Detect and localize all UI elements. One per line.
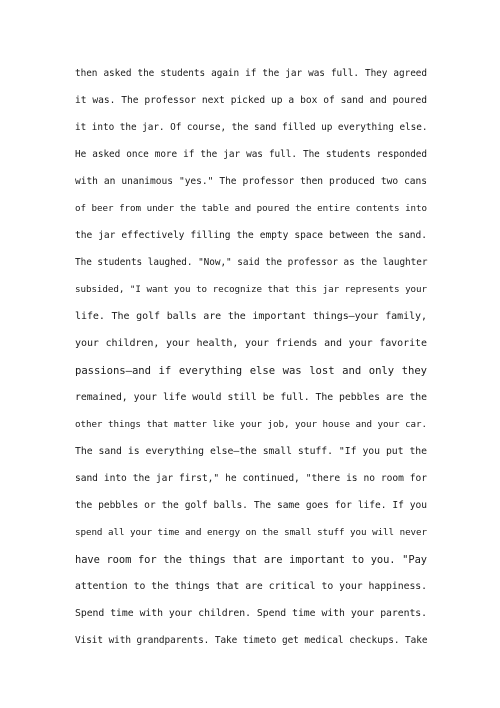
- text-line: then asked the students again if the jar was full. They agreed: [75, 68, 427, 79]
- body-text: [75, 64, 427, 658]
- text-line: with an unanimous "yes." The professor then produced two cans: [75, 176, 427, 187]
- text-line: passions—and if everything else was lost and only they: [75, 365, 427, 377]
- text-line: the jar effectively filling the empty space between the sand.: [75, 230, 427, 241]
- text-line: other things that matter like your job, your house and your car.: [75, 419, 427, 430]
- text-line: the pebbles or the golf balls. The same goes for life. If you: [75, 500, 427, 511]
- text-line: sand into the jar first," he continued, "there is no room for: [75, 473, 427, 484]
- text-line: spend all your time and energy on the small stuff you will never: [75, 527, 427, 538]
- text-line: your children, your health, your friends and your favorite: [75, 338, 427, 349]
- text-line: subsided, "I want you to recognize that this jar represents your: [75, 284, 427, 295]
- text-line: remained, your life would still be full. The pebbles are the: [75, 392, 427, 403]
- text-line: life. The golf balls are the important things—your family,: [75, 311, 427, 322]
- text-line: attention to the things that are critical to your happiness.: [75, 581, 427, 592]
- text-line: it was. The professor next picked up a box of sand and poured: [75, 95, 427, 106]
- text-line: Visit with grandparents. Take timeto get medical checkups. Take: [75, 635, 428, 646]
- text-line: The sand is everything else—the small stuff. "If you put the: [75, 446, 427, 457]
- text-line: it into the jar. Of course, the sand filled up everything else.: [75, 122, 428, 133]
- text-line: The students laughed. "Now," said the professor as the laughter: [75, 257, 428, 268]
- text-line: have room for the things that are important to you. "Pay: [75, 554, 427, 566]
- text-line: of beer from under the table and poured the entire contents into: [75, 203, 427, 214]
- text-line: Spend time with your children. Spend time with your parents.: [75, 608, 427, 619]
- text-line: He asked once more if the jar was full. The students responded: [75, 149, 427, 160]
